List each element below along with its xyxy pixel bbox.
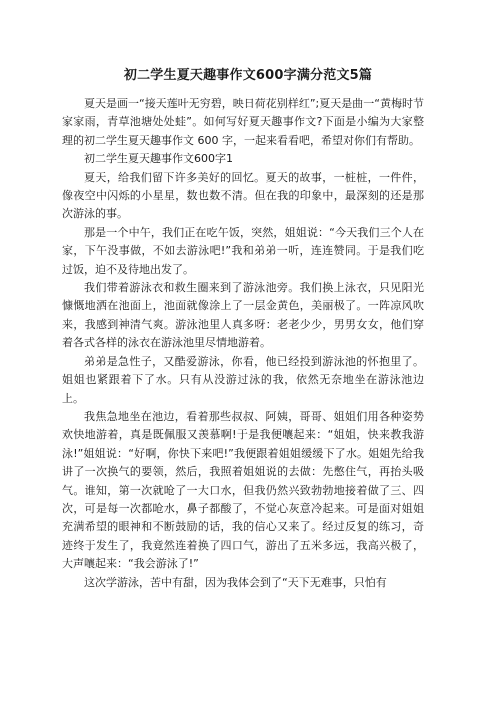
body-paragraph: 我们带着游泳衣和救生圈来到了游泳池旁。我们换上泳衣，只见阳光慷慨地洒在池面上，池面就像涂上了一层金黄色，美丽极了。一阵凉风吹来，我感到神清气爽。游泳池里人真多呀：老老少少，男男女女，他们穿着各式各样的泳衣在游泳池里尽情地游着。 bbox=[62, 281, 424, 350]
body-paragraph: 夏天，给我们留下许多美好的回忆。夏天的故事，一桩桩，一件件，像夜空中闪烁的小星星，数也数不清。但在我的印象中，最深刻的还是那次游泳的事。 bbox=[62, 170, 424, 221]
document-title: 初二学生夏天趣事作文600字满分范文5篇 bbox=[123, 68, 373, 83]
document-body bbox=[62, 95, 424, 592]
intro-paragraph: 夏天是画一“接天莲叶无穷碧，映日荷花别样红”;夏天是曲一“黄梅时节家家雨，青草池塘处处蛙”。如何写好夏天趣事作文?下面是小编为大家整理的初二学生夏天趣事作文 600 字，一起来看看吧，希望对你们有帮助。 bbox=[62, 97, 424, 147]
section-heading: 初二学生夏天趣事作文600字1 bbox=[84, 152, 233, 166]
body-paragraph: 那是一个中午，我们正在吃午饭，突然，姐姐说：“今天我们三个人在家，下午没事做，不如去游泳吧!”我和弟弟一听，连连赞同。于是我们吃过饭，迫不及待地出发了。 bbox=[62, 225, 424, 276]
body-paragraph: 这次学游泳，苦中有甜，因为我体会到了“天下无难事，只怕有 bbox=[84, 575, 387, 589]
body-paragraph: 我焦急地坐在池边，看着那些叔叔、阿姨，哥哥、姐姐们用各种姿势欢快地游着，真是既佩服又羡慕啊!于是我便嚷起来：“姐姐，快来教我游泳!”姐姐说：“好啊，你快下来吧!”我便跟着姐姐缓缓下了水。姐姐先给我讲了一次换气的要领，然后，我照着姐姐说的去做：先憋住气，再抬头吸气。谁知，第一次就呛了一大口水，但我仍然兴致勃勃地接着做了三、四次，可是每一次都呛水，鼻子都酸了，不觉心灰意冷起来。可是面对姐姐充满希望的眼神和不断鼓励的话，我的信心又来了。经过反复的练习，奇迹终于发生了，我竟然连着换了四口气，游出了五米多远，我高兴极了，大声嚷起来：“我会游泳了!” bbox=[62, 409, 424, 571]
body-paragraph: 弟弟是急性子，又酷爱游泳，你看，他已经投到游泳池的怀抱里了。姐姐也紧跟着下了水。只有从没游过泳的我，依然无奈地坐在游泳池边上。 bbox=[62, 354, 424, 405]
